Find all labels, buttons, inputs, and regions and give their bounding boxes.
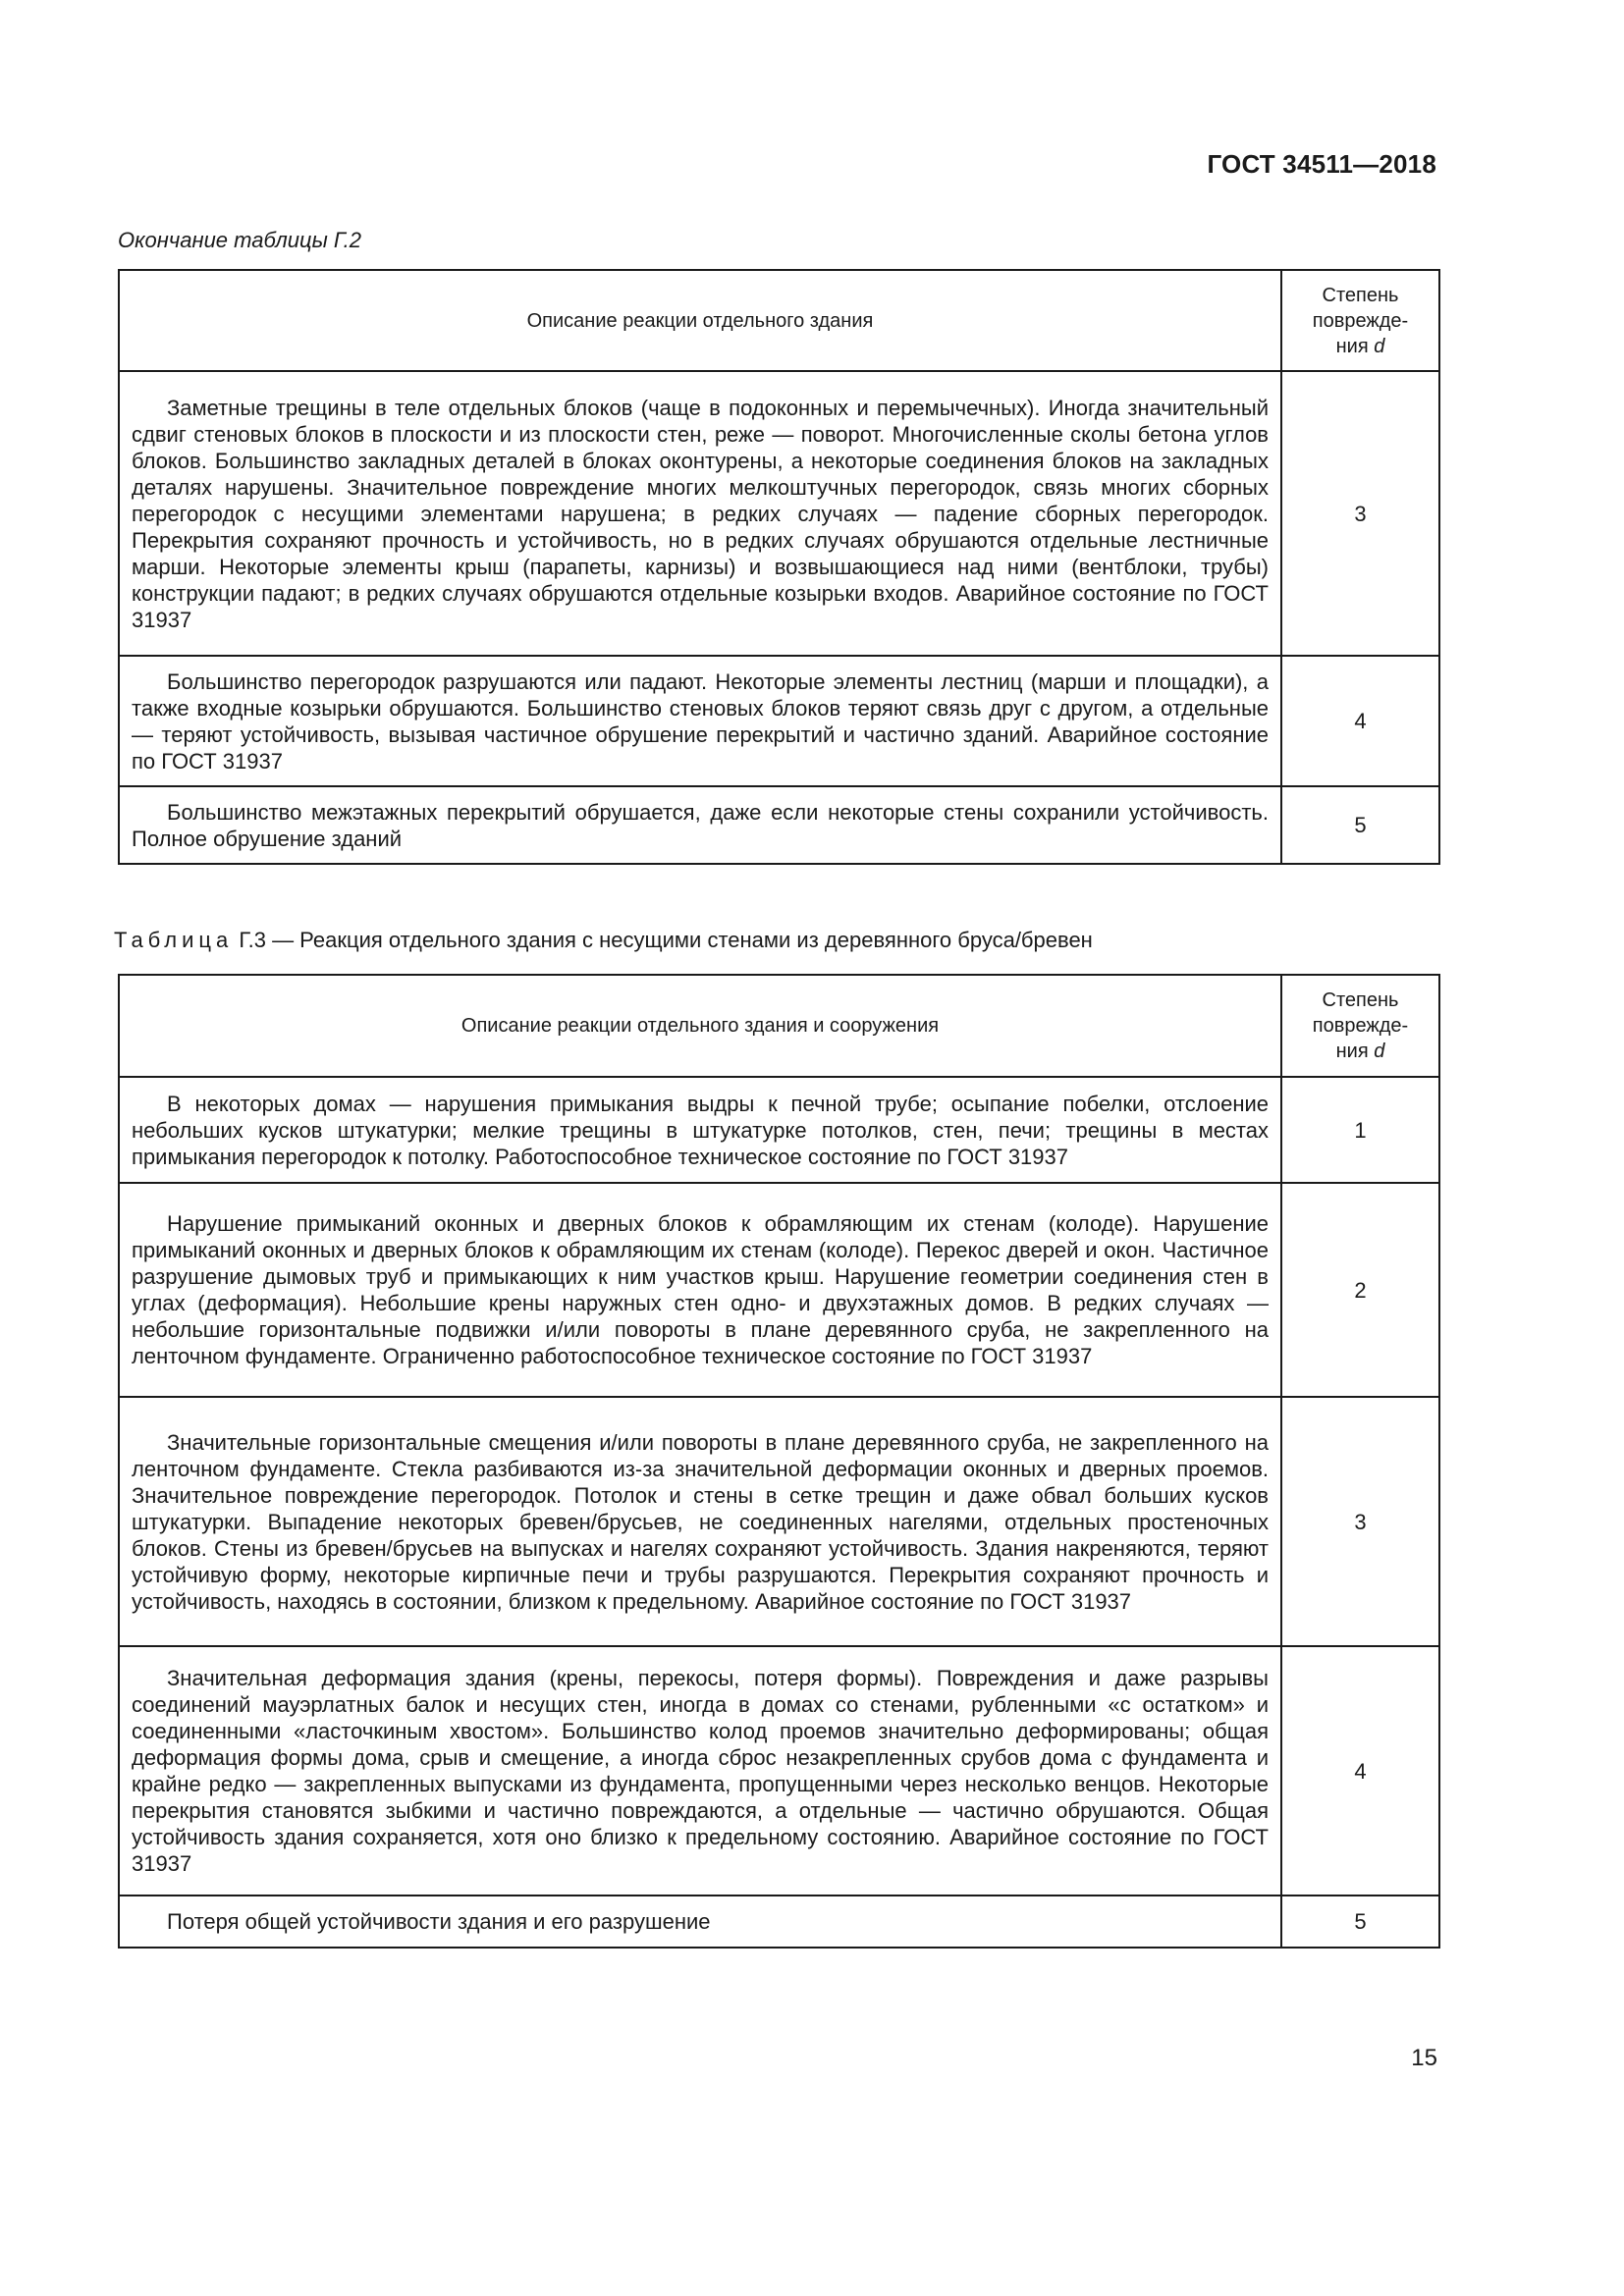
- table-g3: [118, 974, 1440, 1949]
- table-caption-title: Г.3 — Реакция отдельного здания с несущими стенами из деревянного бруса/бревен: [233, 928, 1093, 952]
- table-row: [119, 786, 1439, 864]
- degree-header-line1: Степень: [1322, 989, 1399, 1011]
- table-header-row: [119, 270, 1439, 371]
- degree-header-line1: Степень: [1322, 284, 1399, 306]
- row-description: Нарушение примыканий оконных и дверных блоков к обрамляющим их стенам (колоде). Нарушение примыканий оконных и дверных блоков к обрамляющим их стенам (колоде). Перекос дверей и окон. Частичное разрушение дымовых труб и примыкающих к ним участков крыш. Нарушение геометрии соединения стен в углах (деформация). Небольшие крены наружных стен одно- и двухэтажных домов. В редких случаях — небольшие горизонтальные подвижки и/или повороты в плане деревянного сруба, не закрепленного на ленточном фундаменте. Ограниченно работоспособное техническое состояние по ГОСТ 31937: [119, 1183, 1281, 1397]
- row-degree: 5: [1281, 786, 1439, 864]
- degree-header-line2: поврежде-: [1312, 1015, 1409, 1037]
- row-description: Большинство межэтажных перекрытий обрушается, даже если некоторые стены сохранили устойчивость. Полное обрушение зданий: [119, 786, 1281, 864]
- row-degree: 3: [1281, 371, 1439, 656]
- column-header-description: Описание реакции отдельного здания: [119, 270, 1281, 371]
- table-g2: [118, 269, 1440, 865]
- row-description: Потеря общей устойчивости здания и его разрушение: [119, 1896, 1281, 1948]
- degree-variable: d: [1374, 1041, 1385, 1062]
- table-row: [119, 656, 1439, 786]
- table-row: [119, 1896, 1439, 1948]
- table-row: [119, 1077, 1439, 1183]
- row-degree: 4: [1281, 656, 1439, 786]
- degree-header-line3: ния: [1335, 335, 1369, 357]
- table-continuation-caption: Окончание таблицы Г.2: [118, 228, 361, 252]
- column-header-degree: [1281, 975, 1439, 1077]
- table-row: [119, 1183, 1439, 1397]
- row-description: Большинство перегородок разрушаются или падают. Некоторые элементы лестниц (марши и площадки), а также входные козырьки обрушаются. Большинство стеновых блоков теряют связь друг с другом, а отдельные — теряют устойчивость, вызывая частичное обрушение перекрытий и частично зданий. Аварийное состояние по ГОСТ 31937: [119, 656, 1281, 786]
- document-code: ГОСТ 34511—2018: [1207, 149, 1436, 179]
- table-g3-caption: [114, 928, 1093, 953]
- row-degree: 3: [1281, 1397, 1439, 1646]
- column-header-description: Описание реакции отдельного здания и сооружения: [119, 975, 1281, 1077]
- column-header-degree: [1281, 270, 1439, 371]
- row-description: В некоторых домах — нарушения примыкания выдры к печной трубе; осыпание побелки, отслоение небольших кусков штукатурки; мелкие трещины в штукатурке потолков, стен, печи; трещины в местах примыкания перегородок к потолку. Работоспособное техническое состояние по ГОСТ 31937: [119, 1077, 1281, 1183]
- degree-header-line3: ния: [1335, 1041, 1369, 1062]
- row-description: Заметные трещины в теле отдельных блоков (чаще в подоконных и перемычечных). Иногда значительный сдвиг стеновых блоков в плоскости и из плоскости стен, реже — поворот. Многочисленные сколы бетона углов блоков. Большинство закладных деталей в блоках оконтурены, а некоторые соединения блоков на закладных деталях нарушены. Значительное повреждение многих мелкоштучных перегородок, связь многих сборных перегородок с несущими элементами нарушена; в редких случаях — падение сборных перегородок. Перекрытия сохраняют прочность и устойчивость, но в редких случаях обрушаются отдельные лестничные марши. Некоторые элементы крыш (парапеты, карнизы) и возвышающиеся над ними (вентблоки, трубы) конструкции падают; в редких случаях обрушаются отдельные козырьки входов. Аварийное состояние по ГОСТ 31937: [119, 371, 1281, 656]
- page-number: 15: [1411, 2045, 1437, 2071]
- degree-variable: d: [1374, 335, 1385, 357]
- table-row: [119, 1646, 1439, 1896]
- row-degree: 2: [1281, 1183, 1439, 1397]
- table-row: [119, 371, 1439, 656]
- row-degree: 1: [1281, 1077, 1439, 1183]
- row-degree: 5: [1281, 1896, 1439, 1948]
- row-description: Значительные горизонтальные смещения и/или повороты в плане деревянного сруба, не закрепленного на ленточном фундаменте. Стекла разбиваются из-за значительной деформации оконных и дверных проемов. Значительное повреждение перегородок. Потолок и стены в сетке трещин и даже обвал больших кусков штукатурки. Выпадение некоторых бревен/брусьев, не соединенных нагелями, отдельных простеночных блоков. Стены из бревен/брусьев на выпусках и нагелях сохраняют устойчивость. Здания накреняются, теряют устойчивую форму, некоторые кирпичные печи и трубы разрушаются. Перекрытия сохраняют прочность и устойчивость, находясь в состоянии, близком к предельному. Аварийное состояние по ГОСТ 31937: [119, 1397, 1281, 1646]
- table-header-row: [119, 975, 1439, 1077]
- row-description: Значительная деформация здания (крены, перекосы, потеря формы). Повреждения и даже разрывы соединений мауэрлатных балок и несущих стен, иногда в домах со стенами, рубленными «с остатком» и соединенными «ласточкиным хвостом». Большинство колод проемов значительно деформированы; общая деформация формы дома, срыв и смещение, а иногда сброс незакрепленных срубов дома с фундамента и крайне редко — закрепленных выпусками из фундамента, пропущенными через несколько венцов. Некоторые перекрытия становятся зыбкими и частично повреждаются, а отдельные — частично обрушаются. Общая устойчивость здания сохраняется, хотя оно близко к предельному состоянию. Аварийное состояние по ГОСТ 31937: [119, 1646, 1281, 1896]
- degree-header-line2: поврежде-: [1312, 309, 1409, 332]
- table-row: [119, 1397, 1439, 1646]
- table-caption-prefix: Таблица: [114, 928, 234, 952]
- row-degree: 4: [1281, 1646, 1439, 1896]
